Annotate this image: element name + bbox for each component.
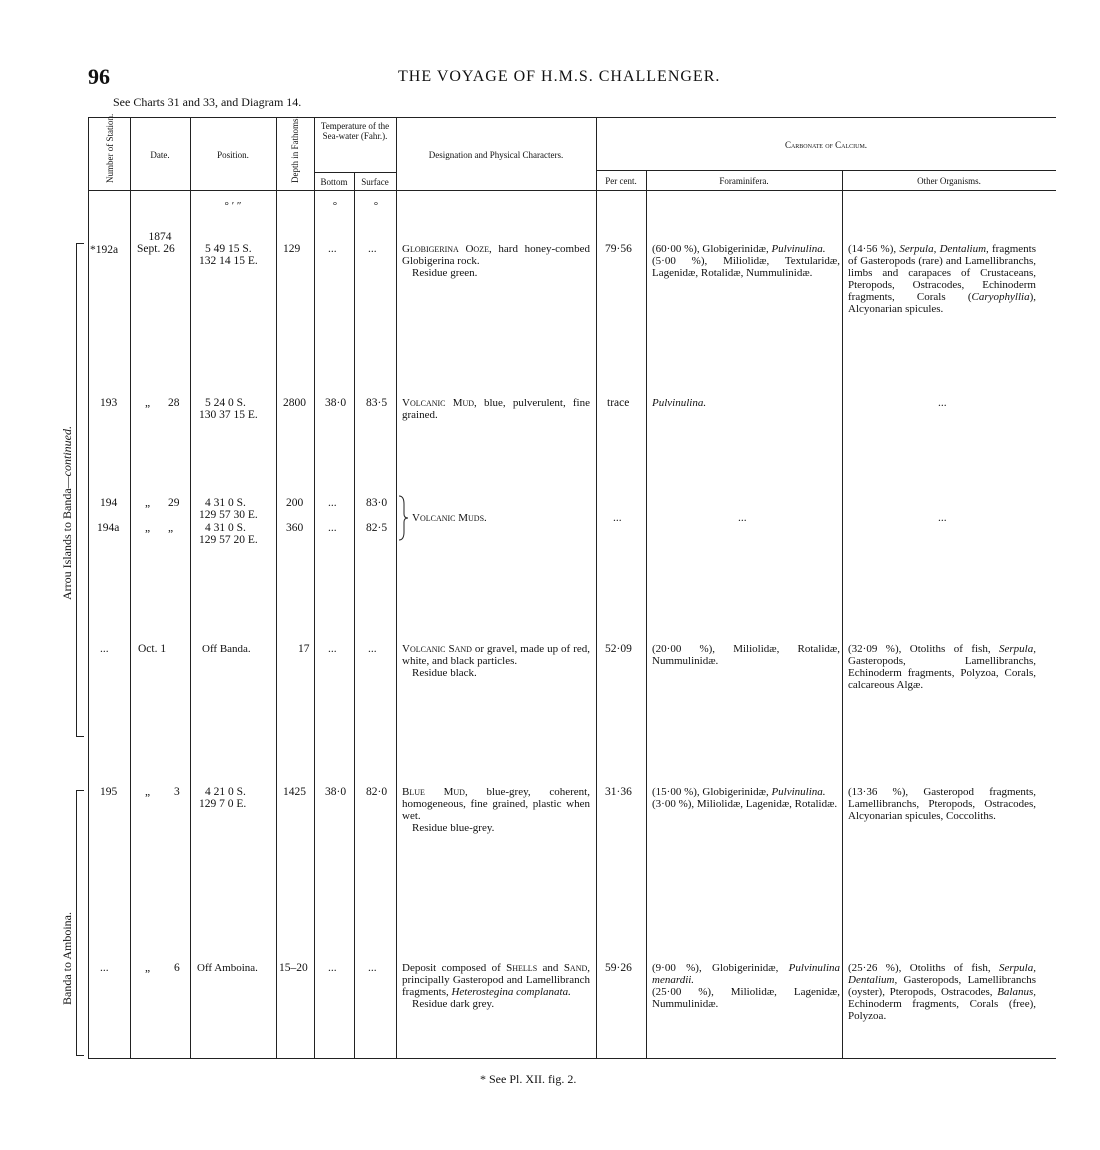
header-temperature: Temperature of the Sea-water (Fahr.).	[320, 121, 390, 141]
bottom-temp: 38·0	[325, 397, 347, 409]
position: Off Banda.	[202, 643, 251, 655]
header-surface: Surface	[361, 177, 389, 187]
date-ditto: „	[145, 786, 151, 798]
header-date: Date.	[150, 150, 170, 160]
station-number: ...	[100, 962, 109, 974]
date-ditto: „	[145, 397, 151, 409]
depth: 200	[286, 497, 304, 509]
bottom-units: °	[332, 200, 338, 212]
designation: Deposit composed of Shells and Sand, principally Gasteropod and Lamellibranch fragments, Heterostegina complanata. Residue dark grey.	[402, 962, 591, 1010]
per-cent: 59·26	[605, 962, 632, 974]
surface-units: °	[373, 200, 379, 212]
designation: Blue Mud, blue-grey, coherent, homogeneous, fine grained, plastic when wet. Residue blue-grey.	[402, 786, 590, 834]
depth: 129	[283, 243, 301, 255]
date: „	[168, 522, 174, 534]
surface-temp: ...	[368, 643, 377, 655]
header-position: Position.	[217, 150, 249, 160]
station-number: 194a	[97, 522, 120, 534]
surface-temp: ...	[368, 243, 377, 255]
longitude: 132 14 15 E.	[199, 255, 258, 267]
per-cent: ...	[613, 512, 622, 524]
station-number: 195	[100, 786, 118, 798]
header-station: Number of Station.	[105, 113, 115, 183]
designation: Globigerina Ooze, hard honey-combed Globigerina rock. Residue green.	[402, 243, 590, 279]
group-label-arrou-banda: Arrou Islands to Banda—continued.	[60, 426, 74, 600]
footnote: * See Pl. XII. fig. 2.	[480, 1072, 577, 1086]
surface-temp: 82·5	[366, 522, 388, 534]
depth: 1425	[283, 786, 306, 798]
station-number: ...	[100, 643, 109, 655]
latitude: 4 21 0 S.	[205, 786, 246, 798]
bottom-temp: ...	[328, 497, 337, 509]
running-head: THE VOYAGE OF H.M.S. CHALLENGER.	[398, 68, 721, 85]
foraminifera: (15·00 %), Globigerinidæ, Pulvinulina. (3·00 %), Miliolidæ, Lagenidæ, Rotalidæ.	[652, 786, 838, 810]
position: Off Amboina.	[197, 962, 258, 974]
per-cent: trace	[607, 397, 630, 409]
other-organisms: (25·26 %), Otoliths of fish, Serpula, Dentalium, Gasteropods, Lamellibranchs (oyster), Pteropods, Ostracodes, Balanus, Echinoderm fragments, Corals (free), Polyzoa.	[848, 962, 1036, 1022]
other-organisms: ...	[938, 512, 947, 524]
longitude: 129 57 30 E.	[199, 509, 258, 521]
bottom-temp: ...	[328, 962, 337, 974]
date: 28	[168, 397, 180, 409]
foraminifera: (9·00 %), Globigerinidæ, Pulvinulina menardii. (25·00 %), Miliolidæ, Lagenidæ, Nummulinidæ.	[652, 962, 840, 1010]
per-cent: 52·09	[605, 643, 632, 655]
other-organisms: (13·36 %), Gasteropod fragments, Lamellibranchs, Pteropods, Ostracodes, Alcyonarian spicules, Coccoliths.	[848, 786, 1036, 822]
date: 3	[174, 786, 180, 798]
header-depth: Depth in Fathoms.	[290, 116, 300, 183]
other-organisms: ...	[938, 397, 947, 409]
date-ditto: „	[145, 522, 151, 534]
station-number: 193	[100, 397, 118, 409]
header-carbonate: Carbonate of Calcium.	[784, 140, 868, 150]
bottom-temp: ...	[328, 643, 337, 655]
depth: 15–20	[279, 962, 308, 974]
group-label-banda-amboina: Banda to Amboina.	[60, 912, 74, 1005]
bottom-temp: 38·0	[325, 786, 347, 798]
foraminifera: ...	[738, 512, 747, 524]
bottom-temp: ...	[328, 522, 337, 534]
date: 29	[168, 497, 180, 509]
designation: Volcanic Mud, blue, pulverulent, fine grained.	[402, 397, 590, 421]
longitude: 129 7 0 E.	[199, 798, 247, 810]
latitude: 5 24 0 S.	[205, 397, 246, 409]
other-organisms: (32·09 %), Otoliths of fish, Serpula, Gasteropods, Lamellibranchs, Echinoderm fragments, Polyzoa, Corals, calcareous Algæ.	[848, 643, 1036, 691]
depth: 17	[298, 643, 310, 655]
date: 6	[174, 962, 180, 974]
page-number: 96	[88, 64, 110, 89]
date-ditto: „	[145, 962, 151, 974]
charts-reference: See Charts 31 and 33, and Diagram 14.	[113, 95, 302, 109]
designation: Volcanic Muds.	[412, 512, 487, 524]
header-bottom: Bottom	[320, 177, 348, 187]
station-number: *192a	[90, 244, 119, 256]
date-ditto: „	[145, 497, 151, 509]
depth: 360	[286, 522, 304, 534]
header-designation: Designation and Physical Characters.	[428, 150, 564, 160]
date: Sept. 26	[137, 243, 175, 255]
foraminifera: Pulvinulina.	[652, 397, 707, 409]
latitude: 4 31 0 S.	[205, 497, 246, 509]
surface-temp: 83·5	[366, 397, 388, 409]
bottom-temp: ...	[328, 243, 337, 255]
header-foraminifera: Foraminifera.	[719, 176, 769, 186]
per-cent: 31·36	[605, 786, 632, 798]
surface-temp: ...	[368, 962, 377, 974]
year: 1874	[148, 231, 172, 243]
other-organisms: (14·56 %), Serpula, Dentalium, fragments of Gasteropods (rare) and Lamellibranchs, limbs and carapaces of Crustaceans, Pteropods, Ostracodes, Echinoderm fragments, Corals (Caryophyllia), Alcyonarian spicules.	[848, 243, 1036, 315]
latitude: 5 49 15 S.	[205, 243, 252, 255]
header-other-organisms: Other Organisms.	[917, 176, 981, 186]
longitude: 130 37 15 E.	[199, 409, 258, 421]
per-cent: 79·56	[605, 243, 632, 255]
header-per-cent: Per cent.	[605, 176, 637, 186]
foraminifera: (60·00 %), Globigerinidæ, Pulvinulina. (5·00 %), Miliolidæ, Textularidæ, Lagenidæ, Rotalidæ, Nummulinidæ.	[652, 243, 840, 279]
latitude: 4 31 0 S.	[205, 522, 246, 534]
longitude: 129 57 20 E.	[199, 534, 258, 546]
designation: Volcanic Sand or gravel, made up of red, white, and black particles. Residue black.	[402, 643, 590, 679]
station-number: 194	[100, 497, 118, 509]
position-units: ° ′ ″	[224, 200, 242, 212]
foraminifera: (20·00 %), Miliolidæ, Rotalidæ, Nummulinidæ.	[652, 643, 840, 667]
surface-temp: 83·0	[366, 497, 388, 509]
date: Oct. 1	[138, 643, 167, 655]
depth: 2800	[283, 397, 306, 409]
grouping-brace	[397, 494, 409, 542]
surface-temp: 82·0	[366, 786, 388, 798]
